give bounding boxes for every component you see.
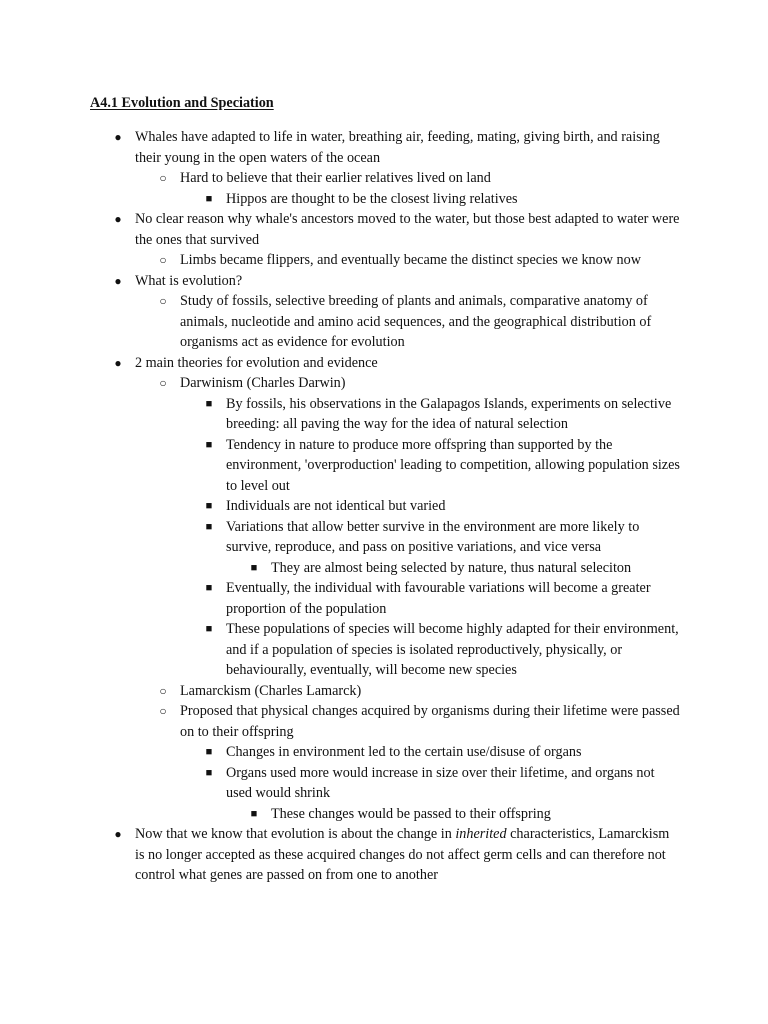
bullet-level-3: ■	[205, 766, 213, 779]
bullet-level-2: ○	[159, 704, 167, 718]
list-item-text: 2 main theories for evolution and evidence	[135, 354, 378, 371]
list-item	[0, 578, 682, 619]
list-item-text: Tendency in nature to produce more offspring than supported by the environment, 'overproduction' leading to competition, allowing population sizes to level out	[226, 436, 680, 494]
list-item-text: Variations that allow better survive in the environment are more likely to survive, reproduce, and pass on positive variations, and vice versa	[226, 518, 640, 555]
bullet-level-3: ■	[205, 520, 213, 533]
bullet-level-3: ■	[205, 397, 213, 410]
bullet-level-3: ■	[205, 746, 213, 758]
bullet-level-2: ○	[159, 253, 167, 267]
bullet-level-1: ●	[114, 827, 122, 841]
list-item-text: These populations of species will become highly adapted for their environment, and if a population of species is isolated reproductively, physically, or behaviourally, eventually, will become new species	[226, 621, 679, 678]
list-item	[0, 496, 682, 517]
bullet-level-2: ○	[159, 683, 167, 698]
bullet-level-4: ■	[250, 807, 258, 820]
list-item-text: Hippos are thought to be the closest living relatives	[226, 190, 518, 207]
list-item	[0, 742, 682, 763]
bullet-level-1: ●	[114, 273, 122, 288]
list-item	[0, 353, 682, 374]
list-item-text	[135, 826, 669, 883]
list-item-text: No clear reason why whale's ancestors moved to the water, but those best adapted to water were the ones that survived	[135, 211, 680, 248]
list-item	[0, 168, 682, 189]
bullet-level-2: ○	[159, 171, 167, 185]
list-item	[0, 394, 682, 435]
list-item-text: Limbs became flippers, and eventually became the distinct species we know now	[180, 252, 641, 268]
list-item	[0, 558, 682, 579]
emphasis-text: inherited	[455, 826, 507, 842]
list-item	[0, 619, 682, 681]
list-item	[0, 291, 682, 353]
text-segment: Now that we know that evolution is about the change in	[135, 826, 456, 842]
list-item-text: Individuals are not identical but varied	[226, 498, 446, 514]
list-item	[0, 435, 682, 497]
list-item-text: Organs used more would increase in size over their lifetime, and organs not used would shrink	[226, 764, 655, 801]
document-title: A4.1 Evolution and Speciation	[90, 95, 274, 111]
bullet-level-3: ■	[205, 192, 213, 205]
bullet-level-3: ■	[205, 623, 213, 635]
bullet-level-1: ●	[114, 355, 122, 370]
list-item	[0, 189, 682, 210]
list-item-text: What is evolution?	[135, 272, 243, 289]
notes-list	[0, 127, 768, 886]
bullet-level-2: ○	[159, 294, 167, 308]
list-item-text: These changes would be passed to their offspring	[271, 805, 551, 822]
bullet-level-3: ■	[205, 500, 213, 512]
list-item	[0, 824, 682, 886]
list-item	[0, 701, 682, 742]
bullet-level-1: ●	[114, 212, 122, 226]
list-item	[0, 271, 682, 292]
list-item-text: Changes in environment led to the certain use/disuse of organs	[226, 744, 582, 760]
list-item-text: Hard to believe that their earlier relatives lived on land	[180, 170, 491, 186]
list-item	[0, 373, 682, 394]
list-item-text: Proposed that physical changes acquired by organisms during their lifetime were passed on to their offspring	[180, 703, 680, 740]
text-segment: characteristics, Lamarckism is no longer accepted as these acquired changes do not affect germ cells and can therefore not control what genes are passed on from one to another	[135, 826, 670, 883]
list-item	[0, 804, 682, 825]
list-item-text: By fossils, his observations in the Galapagos Islands, experiments on selective breeding: all paving the way for the idea of natural selection	[226, 395, 672, 432]
list-item-text: Study of fossils, selective breeding of plants and animals, comparative anatomy of animals, nucleotide and amino acid sequences, and the geographical distribution of organisms act as evidence for evolution	[180, 293, 652, 350]
list-item	[0, 250, 682, 271]
bullet-level-4: ■	[250, 561, 258, 574]
list-item	[0, 209, 682, 250]
bullet-level-2: ○	[159, 376, 167, 390]
list-item-text: Darwinism (Charles Darwin)	[180, 375, 346, 391]
list-item-text: Whales have adapted to life in water, breathing air, feeding, mating, giving birth, and raising their young in the open waters of the ocean	[135, 129, 660, 166]
list-item	[0, 517, 682, 558]
list-item	[0, 127, 682, 168]
bullet-level-3: ■	[205, 438, 213, 451]
bullet-level-3: ■	[205, 582, 213, 594]
list-item	[0, 681, 682, 702]
bullet-level-1: ●	[114, 130, 122, 144]
list-item	[0, 763, 682, 804]
list-item-text: They are almost being selected by nature, thus natural seleciton	[271, 559, 632, 576]
list-item-text: Lamarckism (Charles Lamarck)	[180, 682, 362, 699]
list-item-text: Eventually, the individual with favourable variations will become a greater proportion of the population	[226, 580, 651, 617]
